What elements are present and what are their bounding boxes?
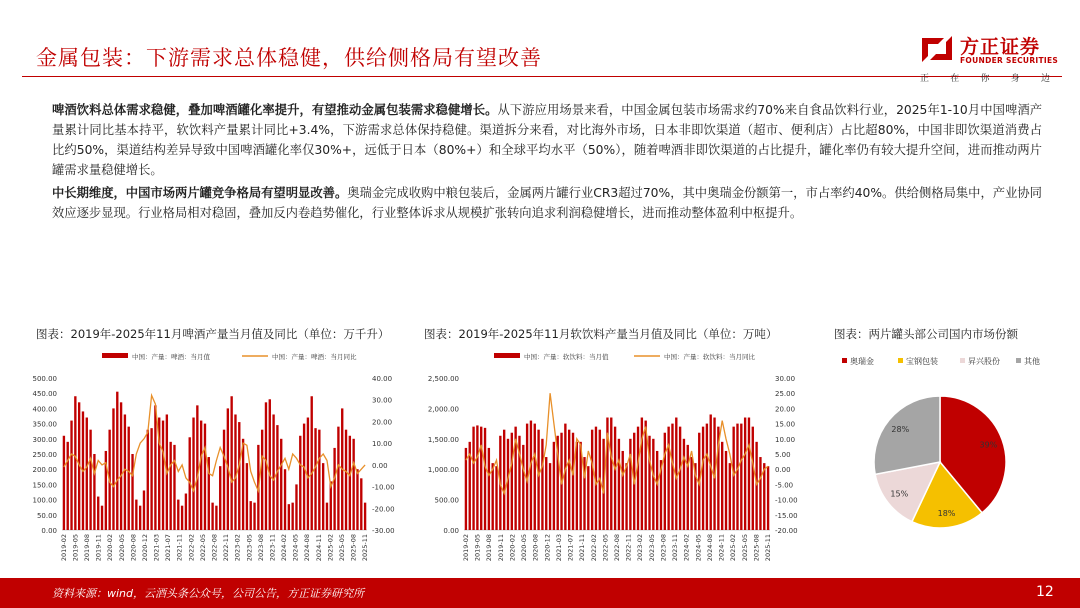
x-axis-tick: 2019-11: [94, 534, 103, 562]
x-axis-tick: 2019-05: [71, 534, 80, 562]
x-axis-tick: 2020-12: [543, 534, 552, 562]
bar: [269, 399, 271, 530]
chart-title-beer: 图表：2019年-2025年11月啤酒产量当月值及同比（单位：万千升）: [36, 327, 390, 341]
bar: [740, 424, 742, 530]
right-axis-tick: 20.00: [775, 405, 796, 414]
bar: [683, 439, 685, 530]
bar: [667, 427, 669, 530]
right-axis-tick: -15.00: [775, 511, 798, 520]
bar: [637, 427, 639, 530]
bar: [67, 442, 69, 530]
x-axis-tick: 2019-11: [496, 534, 505, 562]
left-axis-tick: 1,500.00: [427, 435, 459, 444]
pie-slice: [874, 396, 940, 474]
bar: [721, 442, 723, 530]
bar: [86, 418, 88, 530]
bar: [131, 454, 133, 530]
bar: [480, 427, 482, 530]
bar: [276, 425, 278, 530]
x-axis-tick: 2020-05: [117, 533, 126, 562]
bar: [185, 494, 187, 530]
slogan-char: 你: [980, 74, 990, 84]
x-axis-tick: 2020-02: [106, 533, 115, 562]
paragraph-demand: [52, 100, 1042, 180]
bar: [610, 418, 612, 530]
bar: [173, 445, 175, 530]
bar: [687, 445, 689, 530]
bar: [112, 408, 114, 530]
bar: [465, 448, 467, 530]
x-axis-tick: 2025-05: [740, 533, 749, 562]
bar: [541, 439, 543, 530]
legend-label: 中国：产量：软饮料：当月同比: [664, 353, 755, 361]
left-axis-tick: 300.00: [32, 435, 57, 444]
slogan-char: 正: [920, 74, 930, 84]
chart-title-soft-drink: 图表：2019年-2025年11月软饮料产量当月值及同比（单位：万吨）: [424, 327, 778, 341]
bar: [147, 430, 149, 530]
bar: [291, 503, 293, 530]
bar: [564, 424, 566, 530]
x-axis-tick: 2024-05: [291, 534, 300, 562]
x-axis-tick: 2025-02: [729, 533, 738, 562]
x-axis-tick: 2025-11: [764, 534, 773, 562]
x-axis-tick: 2024-11: [314, 534, 323, 562]
bar: [311, 396, 313, 530]
bar: [476, 425, 478, 530]
x-axis-tick: 2022-11: [222, 534, 231, 562]
brand-slogan: [920, 71, 1050, 84]
right-axis-tick: 10.00: [372, 440, 393, 449]
pie-value-label: 18%: [937, 509, 956, 519]
bar: [93, 454, 95, 530]
x-axis-tick: 2020-08: [129, 533, 138, 562]
bar: [143, 490, 145, 530]
x-axis-tick: 2022-02: [589, 534, 598, 562]
bar: [162, 421, 164, 530]
x-axis-tick: 2023-05: [245, 534, 254, 562]
x-axis-tick: 2019-02: [461, 533, 470, 562]
bar: [356, 469, 358, 530]
legend-swatch: [1016, 358, 1021, 363]
bar: [124, 414, 126, 530]
bar: [752, 427, 754, 530]
slogan-char: 边: [1040, 74, 1050, 84]
left-axis-tick: 150.00: [32, 481, 57, 490]
bar: [706, 424, 708, 530]
left-axis-tick: 500.00: [32, 375, 57, 383]
x-axis-tick: 2022-05: [198, 533, 207, 562]
bar: [748, 418, 750, 530]
x-axis-tick: 2023-02: [233, 534, 242, 562]
legend-swatch: [960, 358, 965, 363]
bar: [70, 421, 72, 530]
right-axis-tick: 30.00: [372, 396, 393, 405]
bar: [725, 451, 727, 530]
bar: [192, 418, 194, 530]
x-axis-tick: 2020-02: [508, 533, 517, 562]
right-axis-tick: 20.00: [372, 418, 393, 427]
bar: [729, 463, 731, 530]
right-axis-tick: 10.00: [775, 435, 796, 444]
x-axis-tick: 2024-02: [682, 533, 691, 562]
bar: [326, 503, 328, 530]
pie-value-label: 39%: [979, 440, 998, 450]
legend-label: 其他: [1024, 357, 1040, 366]
paragraph-supply: [52, 183, 1042, 223]
brand-logo-icon: [920, 34, 954, 64]
legend-swatch: [842, 358, 847, 363]
bar: [120, 402, 122, 530]
chart-title-market-share: 图表：两片罐头部公司国内市场份额: [834, 327, 1018, 341]
x-axis-tick: 2021-11: [578, 533, 587, 562]
bar: [318, 430, 320, 530]
right-axis-tick: 25.00: [775, 390, 796, 399]
right-axis-tick: 0.00: [775, 466, 791, 475]
x-axis-tick: 2022-02: [187, 533, 196, 562]
x-axis-tick: 2023-05: [647, 534, 656, 562]
bar: [759, 457, 761, 530]
bar: [246, 463, 248, 530]
bar: [242, 439, 244, 530]
title-divider: [22, 76, 1062, 77]
slogan-char: 在: [950, 74, 960, 84]
right-axis-tick: 15.00: [775, 420, 796, 429]
right-axis-tick: 40.00: [372, 375, 393, 383]
x-axis-tick: 2021-11: [175, 533, 184, 562]
bar: [472, 427, 474, 530]
x-axis-tick: 2019-05: [473, 533, 482, 562]
market-share-pie-chart: [820, 340, 1080, 540]
bar: [511, 433, 513, 530]
bar: [488, 448, 490, 530]
right-axis-tick: -30.00: [372, 527, 395, 535]
bar: [345, 430, 347, 530]
bar: [484, 428, 486, 530]
x-axis-tick: 2023-08: [256, 533, 265, 562]
bar: [732, 427, 734, 530]
bar: [215, 506, 217, 530]
bar: [200, 421, 202, 530]
x-axis-tick: 2020-05: [520, 533, 528, 562]
bar: [763, 463, 765, 530]
x-axis-tick: 2025-08: [349, 533, 358, 562]
right-axis-tick: -5.00: [775, 481, 794, 490]
bar: [352, 439, 354, 530]
bar: [272, 414, 274, 530]
legend-label: 中国：产量：软饮料：当月值: [524, 353, 609, 361]
legend-label: 奥瑞金: [850, 357, 874, 366]
bar: [169, 442, 171, 530]
bar: [549, 463, 551, 530]
bar: [330, 481, 332, 530]
bar: [74, 396, 76, 530]
bar: [154, 405, 156, 530]
bar: [234, 414, 236, 530]
right-axis-tick: -20.00: [775, 527, 798, 535]
right-axis-tick: 5.00: [775, 451, 791, 459]
left-axis-tick: 250.00: [32, 451, 57, 459]
left-axis-tick: 500.00: [434, 496, 459, 505]
bar: [744, 418, 746, 530]
bar: [177, 500, 179, 530]
bar: [364, 503, 366, 530]
bar: [314, 428, 316, 530]
x-axis-tick: 2019-08: [83, 534, 92, 562]
bar: [230, 396, 232, 530]
x-axis-tick: 2024-02: [280, 533, 288, 562]
bar: [333, 448, 335, 530]
x-axis-tick: 2019-02: [59, 533, 68, 562]
bar: [568, 430, 570, 530]
bar: [576, 442, 578, 530]
bar: [295, 484, 297, 530]
paragraph-body: 从下游应用场景来看，中国金属包装市场需求约70%来自食品饮料行业，2025年1-10月中国啤酒产量累计同比基本持平，软饮料产量累计同比+3.4%，下游需求总体保持稳健。渠道拆分来看，对比海外市场，日本非即饮渠道（超市、便利店）占比超80%，中国非即饮渠道消费占比约50%，渠道结构差异导致中国啤酒罐化率仅30%+，远低于日本（80%+）和全球平均水平（50%），随着啤酒非即饮渠道的占比提升，罐化率仍有较大提升空间，进而推动两片罐需求量稳健增长。: [52, 103, 1042, 177]
bar: [572, 433, 574, 530]
bar: [618, 439, 620, 530]
left-axis-tick: 0.00: [41, 527, 57, 535]
bar: [303, 424, 305, 530]
paragraph-lead: 中长期维度，中国市场两片罐竞争格局有望明显改善。: [52, 186, 348, 200]
paragraph-lead: 啤酒饮料总体需求稳健，叠加啤酒罐化率提升，有望推动金属包装需求稳健增长。: [52, 103, 498, 117]
bar: [89, 430, 91, 530]
bar: [139, 506, 141, 530]
bar: [736, 424, 738, 530]
x-axis-tick: 2019-08: [485, 534, 494, 562]
bar: [253, 503, 255, 530]
page-number: 12: [1036, 584, 1054, 600]
right-axis-tick: 30.00: [775, 375, 796, 383]
beer-production-chart: [0, 340, 420, 578]
bar: [261, 430, 263, 530]
bar: [614, 427, 616, 530]
bar: [219, 466, 221, 530]
bar: [181, 506, 183, 530]
x-axis-tick: 2025-11: [361, 534, 370, 562]
bar: [288, 504, 290, 530]
left-axis-tick: 2,000.00: [427, 405, 459, 414]
bar: [299, 436, 301, 530]
bar: [664, 433, 666, 530]
legend-label: 宝钢包装: [906, 357, 938, 366]
chart-legend: [494, 352, 756, 361]
left-axis-tick: 50.00: [36, 511, 57, 520]
bar: [591, 430, 593, 530]
bar: [671, 424, 673, 530]
left-axis-tick: 100.00: [32, 496, 57, 505]
bar: [629, 439, 631, 530]
legend-label: 中国：产量：啤酒：当月值: [132, 353, 210, 361]
bar: [128, 427, 130, 530]
bar: [507, 439, 509, 530]
legend-swatch: [898, 358, 903, 363]
left-axis-tick: 400.00: [32, 405, 57, 414]
x-axis-tick: 2022-08: [613, 534, 621, 562]
paragraph-body: 奥瑞金完成收购中粮包装后，金属两片罐行业CR3超过70%，其中奥瑞金份额第一，市占率约40%。供给侧格局集中，产业协同效应逐步显现。行业格局相对稳固，叠加反内卷趋势催化，行业整体诉求从规模扩张转向追求利润稳健增长，进而推动整体盈利中枢提升。: [52, 186, 1042, 220]
left-axis-tick: 2,500.00: [427, 375, 459, 383]
bar: [495, 466, 497, 530]
right-axis-tick: 0.00: [372, 461, 388, 470]
x-axis-tick: 2024-08: [303, 534, 312, 562]
slide-title: 金属包装：下游需求总体稳健，供给侧格局有望改善: [36, 46, 542, 70]
right-axis-tick: -10.00: [775, 496, 798, 505]
left-axis-tick: 0.00: [443, 527, 459, 535]
x-axis-tick: 2021-03: [554, 534, 563, 562]
bar: [101, 506, 103, 530]
x-axis-tick: 2022-11: [624, 533, 633, 562]
bar: [652, 439, 654, 530]
bar: [337, 427, 339, 530]
footer-source: 资料来源：wind，云酒头条公众号，公司公告，方正证券研究所: [52, 587, 365, 600]
pie-value-label: 15%: [890, 489, 909, 499]
bar: [135, 500, 137, 530]
legend-label: 昇兴股份: [968, 357, 1000, 366]
x-axis-tick: 2020-12: [141, 534, 149, 562]
right-axis-tick: -20.00: [372, 505, 395, 514]
soft-drink-production-chart: [410, 340, 810, 578]
x-axis-tick: 2024-05: [694, 534, 703, 562]
left-axis-tick: 200.00: [32, 466, 57, 475]
bar: [537, 430, 539, 530]
bar: [534, 424, 536, 530]
x-axis-tick: 2025-05: [337, 533, 346, 562]
bar: [196, 405, 198, 530]
x-axis-tick: 2023-11: [268, 533, 277, 562]
bar: [97, 497, 99, 530]
x-axis-tick: 2021-03: [152, 534, 161, 562]
x-axis-tick: 2021-07: [164, 534, 173, 562]
slogan-char: 身: [1010, 74, 1020, 84]
x-axis-tick: 2024-11: [717, 534, 726, 562]
bar: [223, 430, 225, 530]
legend-label: 中国：产量：啤酒：当月同比: [272, 353, 357, 361]
left-axis-tick: 1,000.00: [427, 466, 459, 475]
bar: [656, 451, 658, 530]
x-axis-tick: 2023-11: [671, 533, 680, 562]
pie-value-label: 28%: [891, 425, 910, 435]
bar: [767, 466, 769, 530]
bar: [503, 430, 505, 530]
bar: [322, 463, 324, 530]
legend-bar-swatch: [494, 353, 520, 358]
right-axis-tick: -10.00: [372, 483, 395, 492]
bar: [204, 424, 206, 530]
bar: [360, 478, 362, 530]
left-axis-tick: 350.00: [32, 420, 57, 429]
bar: [679, 427, 681, 530]
bar: [545, 457, 547, 530]
bar: [250, 501, 252, 530]
x-axis-tick: 2024-08: [706, 534, 714, 562]
x-axis-tick: 2022-05: [601, 534, 610, 562]
brand-name-en: FOUNDER SECURITIES: [960, 56, 1059, 65]
x-axis-tick: 2023-02: [636, 533, 645, 562]
brand-logo: [920, 30, 1060, 84]
bar: [625, 463, 627, 530]
x-axis-tick: 2023-08: [659, 534, 668, 562]
x-axis-tick: 2025-08: [752, 534, 761, 562]
bar: [755, 442, 757, 530]
bar: [349, 436, 351, 530]
left-axis-tick: 450.00: [32, 390, 57, 399]
bar: [702, 427, 704, 530]
bar: [150, 428, 152, 530]
bar: [280, 439, 282, 530]
bar: [553, 442, 555, 530]
bar: [622, 451, 624, 530]
bar: [587, 466, 589, 530]
bar: [522, 445, 524, 530]
x-axis-tick: 2020-08: [531, 533, 540, 562]
bar: [530, 421, 532, 530]
x-axis-tick: 2021-07: [566, 533, 575, 562]
brand-name: 方正证券: [960, 36, 1041, 58]
bar: [710, 414, 712, 530]
bar: [211, 503, 213, 530]
bar: [116, 392, 118, 530]
legend-bar-swatch: [102, 353, 128, 358]
bar: [63, 436, 65, 530]
bar: [690, 457, 692, 530]
bar: [492, 463, 494, 530]
x-axis-tick: 2025-02: [326, 533, 335, 562]
bar: [284, 469, 286, 530]
x-axis-tick: 2022-08: [210, 534, 219, 562]
chart-legend: [102, 352, 357, 361]
bar: [238, 422, 240, 530]
